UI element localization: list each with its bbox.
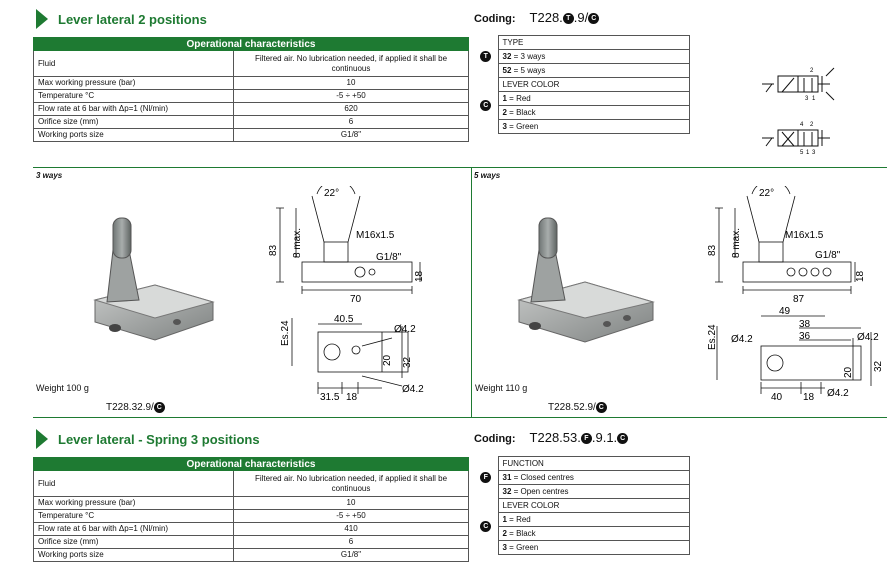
svg-text:Es.24: Es.24 xyxy=(280,320,291,346)
table-row: Orifice size (mm) 6 xyxy=(34,536,469,549)
table-row: Fluid Filtered air. No lubrication needed, if applied it shall be continuous xyxy=(34,471,469,497)
svg-text:22°: 22° xyxy=(324,188,340,199)
svg-text:70: 70 xyxy=(350,294,362,305)
bullet-f-icon: F xyxy=(480,472,491,483)
section2-title: Lever lateral - Spring 3 positions xyxy=(36,428,260,450)
svg-text:18: 18 xyxy=(803,392,815,403)
svg-text:G1/8": G1/8" xyxy=(376,252,402,263)
svg-text:32: 32 xyxy=(873,360,884,372)
svg-text:31.5: 31.5 xyxy=(320,392,340,403)
bullet-t-icon: T xyxy=(563,13,574,24)
svg-text:49: 49 xyxy=(779,306,791,317)
svg-text:3: 3 xyxy=(812,150,816,156)
table-row: Working ports size G1/8" xyxy=(34,129,469,142)
svg-text:83: 83 xyxy=(268,244,279,256)
coding-1: Coding: T228. T .9/ C xyxy=(474,10,599,25)
section1-title: Lever lateral 2 positions xyxy=(36,8,207,30)
bullet-c-icon: C xyxy=(596,402,607,413)
bullet-c-icon: C xyxy=(617,433,628,444)
bullet-c-icon: C xyxy=(480,100,491,111)
svg-text:Ø4.2: Ø4.2 xyxy=(394,324,416,335)
svg-text:18: 18 xyxy=(855,270,866,282)
list-item: 3 = Green xyxy=(474,541,690,555)
ops-table-2 xyxy=(33,457,469,562)
dimension-drawing-3way xyxy=(262,186,462,406)
bullet-c-icon: C xyxy=(154,402,165,413)
svg-text:8 max.: 8 max. xyxy=(292,227,303,258)
divider xyxy=(33,417,887,418)
list-item: 1 = Red xyxy=(474,513,690,527)
table-row: Orifice size (mm) 6 xyxy=(34,116,469,129)
table-row: Fluid Filtered air. No lubrication needed, if applied it shall be continuous xyxy=(34,51,469,77)
ops-table-1 xyxy=(33,37,469,142)
svg-text:Ø4.2: Ø4.2 xyxy=(827,388,849,399)
weight-3way: Weight 100 g xyxy=(36,383,89,393)
divider xyxy=(471,167,472,417)
svg-text:32: 32 xyxy=(402,356,413,368)
list-item: 32 = 3 ways xyxy=(474,50,690,64)
valve-symbol-5way-icon xyxy=(760,118,840,158)
svg-text:38: 38 xyxy=(799,319,811,330)
svg-text:Ø4.2: Ø4.2 xyxy=(402,384,424,395)
list-item: 32 = Open centres xyxy=(474,485,690,499)
table-row: Flow rate at 6 bar with Δp=1 (Nl/min) 620 xyxy=(34,103,469,116)
svg-text:20: 20 xyxy=(843,366,854,378)
five-ways-label: 5 ways xyxy=(474,171,501,180)
list-item: 52 = 5 ways xyxy=(474,64,690,78)
svg-text:40.5: 40.5 xyxy=(334,314,354,325)
table-row: Max working pressure (bar) 10 xyxy=(34,77,469,90)
dimension-drawing-5way xyxy=(705,186,887,406)
svg-text:36: 36 xyxy=(799,331,811,342)
svg-text:18: 18 xyxy=(414,270,425,282)
three-ways-label: 3 ways xyxy=(36,171,63,180)
svg-text:Ø4.2: Ø4.2 xyxy=(731,334,753,345)
svg-text:22°: 22° xyxy=(759,188,775,199)
product-photo-5way-icon xyxy=(515,210,655,350)
svg-text:8 max.: 8 max. xyxy=(731,227,742,258)
table-row: Working ports size G1/8" xyxy=(34,549,469,562)
table-row: Temperature °C -5 ÷ +50 xyxy=(34,510,469,523)
svg-text:1: 1 xyxy=(806,150,810,156)
section-arrow-icon xyxy=(36,429,48,449)
svg-text:Es.24: Es.24 xyxy=(707,324,718,350)
list-item: 31 = Closed centres xyxy=(474,471,690,485)
valve-symbol-3way-icon xyxy=(760,62,840,102)
table-row: Max working pressure (bar) 10 xyxy=(34,497,469,510)
svg-text:20: 20 xyxy=(382,354,393,366)
table-row: Flow rate at 6 bar with Δp=1 (Nl/min) 410 xyxy=(34,523,469,536)
ops-table-header: Operational characteristics xyxy=(34,38,469,51)
svg-text:87: 87 xyxy=(793,294,805,305)
bullet-c-icon: C xyxy=(480,521,491,532)
coding-table-2: F FUNCTION 31 = Closed centres 32 = Open centres C LEVER COLOR 1 = Red 2 = Black 3 = Green xyxy=(474,456,690,555)
list-item: 1 = Red xyxy=(474,92,690,106)
svg-text:40: 40 xyxy=(771,392,783,403)
coding-table-1: T TYPE 32 = 3 ways 52 = 5 ways C LEVER COLOR 1 = Red 2 = Black 3 = Green xyxy=(474,35,690,134)
svg-text:Ø4.2: Ø4.2 xyxy=(857,332,879,343)
list-item: 3 = Green xyxy=(474,120,690,134)
bullet-t-icon: T xyxy=(480,51,491,62)
list-item: 2 = Black xyxy=(474,106,690,120)
product-photo-3way-icon xyxy=(85,210,215,350)
svg-text:M16x1.5: M16x1.5 xyxy=(356,230,395,241)
weight-5way: Weight 110 g xyxy=(475,383,528,393)
table-row: Temperature °C -5 ÷ +50 xyxy=(34,90,469,103)
svg-text:1: 1 xyxy=(812,96,816,102)
section-arrow-icon xyxy=(36,9,48,29)
svg-text:18: 18 xyxy=(346,392,358,403)
model-3way: T228.32.9/ C xyxy=(106,402,165,413)
coding-2: Coding: T228.53. F .9.1. C xyxy=(474,430,628,445)
bullet-c-icon: C xyxy=(588,13,599,24)
ops-table-header: Operational characteristics xyxy=(34,458,469,471)
svg-text:2: 2 xyxy=(810,122,814,128)
svg-text:G1/8": G1/8" xyxy=(815,250,841,261)
divider xyxy=(33,167,887,168)
model-5way: T228.52.9/ C xyxy=(548,402,607,413)
svg-text:M16x1.5: M16x1.5 xyxy=(785,230,824,241)
svg-text:5: 5 xyxy=(800,150,804,156)
svg-text:83: 83 xyxy=(707,244,718,256)
svg-text:3: 3 xyxy=(805,96,809,102)
svg-text:4: 4 xyxy=(800,122,804,128)
bullet-f-icon: F xyxy=(581,433,592,444)
svg-text:2: 2 xyxy=(810,68,814,74)
list-item: 2 = Black xyxy=(474,527,690,541)
